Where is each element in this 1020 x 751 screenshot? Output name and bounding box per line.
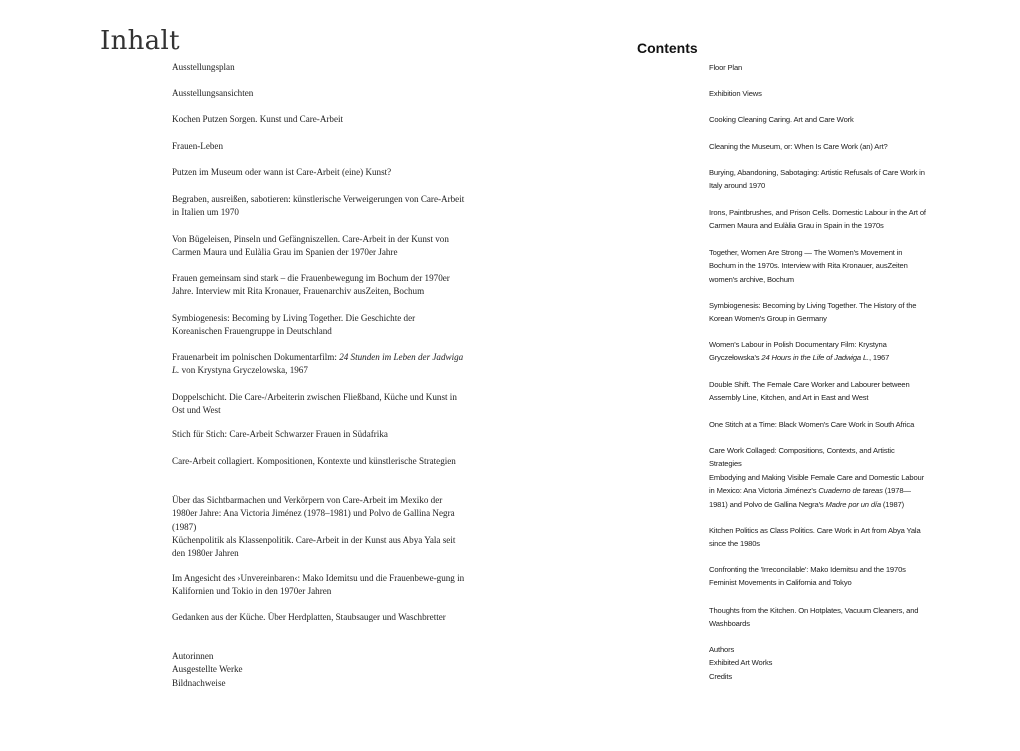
toc-entry-title: One Stitch at a Time: Black Women's Care Work in South Africa — [709, 420, 915, 429]
toc-entry-title: Confronting the 'Irreconcilable': Mako Idemitsu and the 1970s Feminist Movements in California and Tokyo — [709, 565, 906, 588]
toc-entry-title: Symbiogenesis: Becoming by Living Together. The History of the Korean Women's Group in Germany — [709, 301, 917, 324]
toc-entry-title: Frauen gemeinsam sind stark – die Frauenbewegung im Bochum der 1970er Jahre. Interview mit Rita Kronauer, Frauenarchiv ausZeiten, Bochum — [172, 273, 450, 297]
title-text: (1978—1981) and Polvo de Gallina Negra's — [709, 486, 911, 509]
toc-entry-title: Thoughts from the Kitchen. On Hotplates, Vacuum Cleaners, and Washboards — [709, 606, 919, 629]
toc-entry-title: Gedanken aus der Küche. Über Herdplatten, Staubsauger und Waschbretter — [172, 612, 446, 622]
toc-entry-title: Putzen im Museum oder wann ist Care-Arbeit (eine) Kunst? — [172, 167, 392, 177]
toc-entry-title — [709, 471, 929, 511]
title-text: Frauenarbeit im polnischen Dokumentarfilm: — [172, 352, 340, 362]
english-contents-title: Contents — [637, 40, 698, 56]
title-text: von Krystyna Gryczelowska, 1967 — [179, 365, 308, 376]
toc-entry-title: Von Bügeleisen, Pinseln und Gefängniszellen. Care-Arbeit in der Kunst von Carmen Maura und Eulàlia Grau im Spanien der 1970er Jahre — [172, 234, 449, 258]
toc-entry-title: Together, Women Are Strong — The Women's Movement in Bochum in the 1970s. Interview with Rita Kronauer, ausZeiten women's archive, Bochum — [709, 248, 908, 284]
toc-entry-title: Exhibition Views — [709, 89, 762, 98]
title-text: Embodying and Making Visible Female Care and Domestic Labour in Mexico: Ana Victoria Jiménez's — [709, 473, 924, 496]
toc-entry-title: Stich für Stich: Care-Arbeit Schwarzer Frauen in Südafrika — [172, 429, 388, 439]
german-contents-title: Inhalt — [100, 26, 180, 56]
toc-entry-title: Authors — [709, 645, 735, 654]
toc-entry-title: Bildnachweise — [172, 678, 226, 688]
toc-entry-title: Kitchen Politics as Class Politics. Care Work in Art from Abya Yala since the 1980s — [709, 526, 921, 549]
toc-entry-title: Exhibited Art Works — [709, 658, 773, 667]
toc-entry-title: Care Work Collaged: Compositions, Contexts, and Artistic Strategies — [709, 446, 895, 469]
toc-entry-title — [172, 351, 467, 378]
toc-entry-title: Kochen Putzen Sorgen. Kunst und Care-Arbeit — [172, 114, 344, 124]
title-text: (1987) — [880, 499, 904, 509]
work-title: 24 Stunden im Leben der Jadwiga L. — [172, 352, 464, 376]
toc-entry-title: Double Shift. The Female Care Worker and Labourer between Assembly Line, Kitchen, and Art in East and West — [709, 380, 910, 403]
toc-entry-title: Credits — [709, 672, 733, 681]
toc-entry-title: Irons, Paintbrushes, and Prison Cells. Domestic Labour in the Art of Carmen Maura and Eulàlia Grau in Spain in the 1970s — [709, 208, 926, 231]
toc-entry-title: Ausstellungsansichten — [172, 88, 254, 98]
toc-entry-title — [709, 338, 929, 365]
work-title: Madre por un día — [825, 499, 881, 509]
work-title: 24 Hours in the Life of Jadwiga L. — [761, 353, 869, 363]
work-title: Cuaderno de tareas — [818, 486, 883, 496]
toc-entry-title: Ausgestellte Werke — [172, 664, 243, 674]
toc-entry-title: Doppelschicht. Die Care-/Arbeiterin zwischen Fließband, Küche und Kunst in Ost und West — [172, 392, 457, 416]
toc-entry-title: Symbiogenesis: Becoming by Living Together. Die Geschichte der Koreanischen Frauengruppe in Deutschland — [172, 313, 416, 337]
toc-entry-title: Floor Plan — [709, 63, 743, 72]
toc-entry-title: Care-Arbeit collagiert. Kompositionen, Kontexte und künstlerische Strategien — [172, 456, 456, 466]
toc-entry-title: Über das Sichtbarmachen und Verkörpern von Care-Arbeit im Mexiko der 1980er Jahre: Ana Victoria Jiménez (1978–1981) und Polvo de Gallina Negra (1987) — [172, 495, 455, 532]
toc-entry-title: Autorinnen — [172, 651, 214, 661]
toc-entry-title: Ausstellungsplan — [172, 62, 235, 72]
toc-entry-title: Frauen-Leben — [172, 141, 224, 151]
toc-entry-title: Cleaning the Museum, or: When Is Care Work (an) Art? — [709, 142, 888, 151]
toc-entry-title: Küchenpolitik als Klassenpolitik. Care-Arbeit in der Kunst aus Abya Yala seit den 1980er Jahren — [172, 535, 456, 559]
toc-entry-title: Begraben, ausreißen, sabotieren: künstlerische Verweigerungen von Care-Arbeit in Italien um 1970 — [172, 194, 465, 218]
title-text: Women's Labour in Polish Documentary Film: Krystyna Gryczełowska's — [709, 340, 887, 363]
title-text: , 1967 — [868, 353, 890, 363]
toc-entry-title: Cooking Cleaning Caring. Art and Care Work — [709, 115, 854, 124]
toc-entry-title: Burying, Abandoning, Sabotaging: Artistic Refusals of Care Work in Italy around 1970 — [709, 168, 925, 191]
toc-entry-title: Im Angesicht des ›Unvereinbaren‹: Mako Idemitsu und die Frauenbewe-gung in Kalifornien und Tokio in den 1970er Jahren — [172, 573, 465, 597]
